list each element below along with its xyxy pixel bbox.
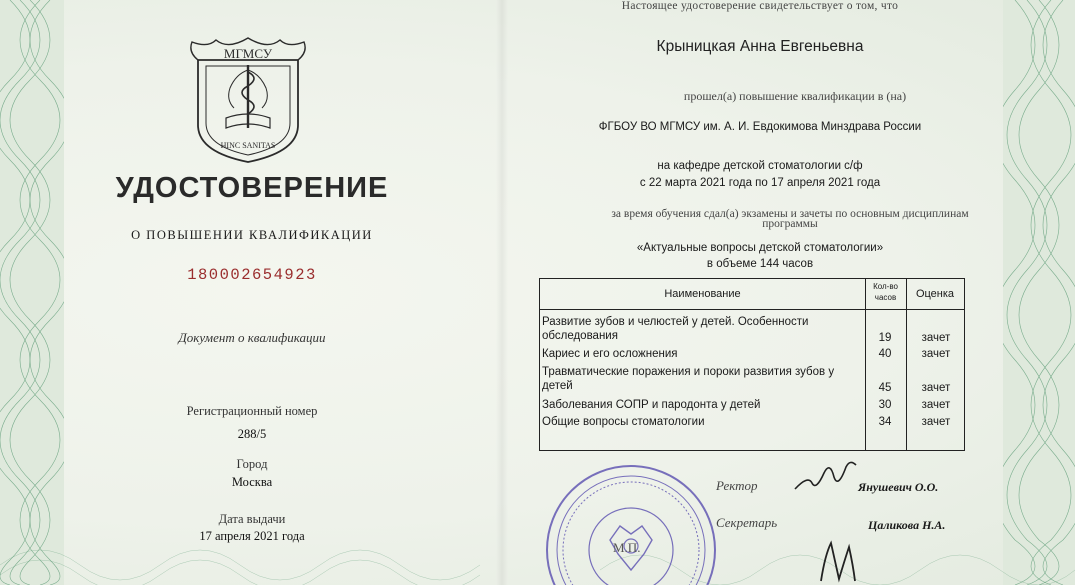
- table-divider: [906, 279, 907, 450]
- header-name: Наименование: [664, 288, 741, 300]
- official-stamp-icon: [540, 458, 722, 585]
- table-row-grade: зачет: [921, 416, 951, 428]
- table-row-name: [542, 315, 864, 343]
- table-row-hours: 30: [878, 399, 892, 411]
- center-fold: [496, 0, 508, 585]
- intro-text: Настоящее удостоверение свидетельствует о том, что: [621, 0, 899, 12]
- registration-value: 288/5: [237, 427, 267, 441]
- secretary-signature-icon: [815, 535, 860, 585]
- stamp-text: М.П.: [613, 540, 641, 555]
- issue-date-label: Дата выдачи: [218, 512, 286, 526]
- table-divider: [540, 309, 964, 310]
- table-row-name: Общие вопросы стоматологии: [542, 416, 705, 428]
- city-value: Москва: [231, 475, 273, 489]
- table-row-name: Заболевания СОПР и пародонта у детей: [542, 399, 761, 411]
- secretary-label: Секретарь: [716, 515, 778, 530]
- row-name-line: Развитие зубов и челюстей у детей. Особенности: [542, 316, 809, 328]
- issue-date-value: 17 апреля 2021 года: [199, 529, 305, 543]
- organization-name: ФГБОУ ВО МГМСУ им. А. И. Евдокимова Минздрава России: [598, 121, 922, 133]
- row-name-line: обследования: [542, 330, 618, 342]
- guilloche-border-right: [1003, 0, 1075, 585]
- emblem-top-text: МГМСУ: [223, 46, 273, 61]
- document-kind: Документ о квалификации: [178, 330, 326, 345]
- program-title: «Актуальные вопросы детской стоматологии»: [636, 242, 884, 254]
- header-hours-line1: Кол-во: [873, 282, 898, 291]
- row-name-line: детей: [542, 380, 573, 392]
- exams-text: [510, 209, 1010, 229]
- certificate-title: УДОСТОВЕРЕНИЕ: [115, 172, 389, 204]
- table-row-grade: зачет: [921, 348, 951, 360]
- program-hours: в объеме 144 часов: [706, 258, 814, 270]
- row-name-line: Травматические поражения и пороки развития зубов у: [542, 366, 835, 378]
- header-grade: Оценка: [915, 288, 955, 300]
- disciplines-table: [539, 278, 965, 451]
- table-row-hours: 45: [878, 382, 892, 394]
- header-hours-line2: часов: [874, 293, 897, 302]
- exams-text-line1: за время обучения сдал(а) экзамены и зачеты по основным дисциплинам: [611, 208, 969, 220]
- table-row-name: [542, 365, 864, 393]
- registration-label: Регистрационный номер: [186, 404, 318, 418]
- rector-name: Янушевич О.О.: [858, 480, 939, 494]
- department-text: на кафедре детской стоматологии с/ф: [657, 160, 863, 172]
- exams-text-line2: программы: [762, 218, 818, 230]
- table-row-hours: 19: [878, 332, 892, 344]
- table-row-grade: зачет: [921, 382, 951, 394]
- serial-number: 180002654923: [187, 266, 317, 284]
- guilloche-border-left: [0, 0, 64, 585]
- city-label: Город: [236, 457, 268, 471]
- full-name: Крыницкая Анна Евгеньевна: [656, 38, 864, 55]
- table-row-grade: зачет: [921, 332, 951, 344]
- table-row-name: Кариес и его осложнения: [542, 348, 678, 360]
- rector-label: Ректор: [716, 478, 758, 493]
- mgmsu-emblem-icon: [178, 30, 318, 165]
- table-row-hours: 34: [878, 416, 892, 428]
- table-row-grade: зачет: [921, 399, 951, 411]
- passed-text: прошел(а) повышение квалификации в (на): [683, 89, 907, 103]
- rector-signature-icon: [790, 455, 860, 495]
- study-dates: с 22 марта 2021 года по 17 апреля 2021 года: [639, 177, 881, 189]
- certificate-subtitle: О ПОВЫШЕНИИ КВАЛИФИКАЦИИ: [131, 228, 373, 242]
- header-hours: [865, 281, 906, 303]
- table-row-hours: 40: [878, 348, 892, 360]
- emblem-bottom-text: HINC SANITAS: [220, 141, 276, 150]
- secretary-name: Цаликова Н.А.: [868, 518, 946, 532]
